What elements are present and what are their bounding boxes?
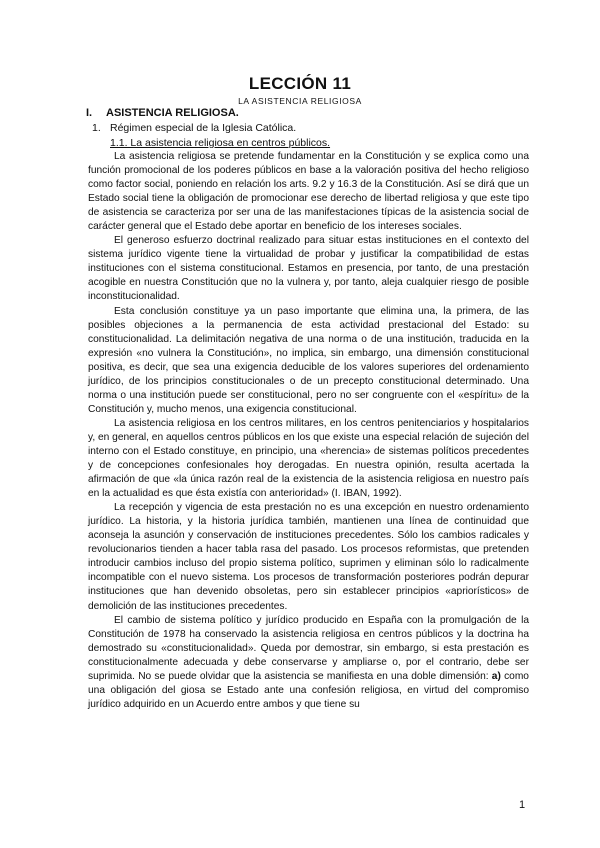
- body-text: [88, 150, 529, 712]
- paragraph: El generoso esfuerzo doctrinal realizado para situar estas instituciones en el contexto del sistema jurídico vigente tiene la virtualidad de probar y justificar la compatibilidad de estas instituciones con el sistema constitucional. Estamos en presencia, por tanto, de una prestación acogible en nuestra Constitución que no la vulnera y, por tanto, aleja cualquier riesgo de posible inconstitucionalidad.: [88, 235, 529, 303]
- paragraph: La asistencia religiosa se pretende fundamentar en la Constitución y se explica como una función promocional de los poderes públicos en base a la valoración positiva del hecho religioso como factor social, poniendo en relación los arts. 9.2 y 16.3 de la Constitución. Así se dirá que un Estado social tiene la obligación de promocionar ese derecho de libertad religiosa y que este tipo de asistencia se caracteriza por ser una de las manifestaciones típicas de la asistencia social de carácter general que el Estado debe aportar en beneficio de los intereses sociales.: [88, 151, 529, 233]
- item-number: 1.: [92, 122, 101, 134]
- section-title: ASISTENCIA RELIGIOSA.: [106, 107, 239, 119]
- paragraph: La asistencia religiosa en los centros militares, en los centros penitenciarios y hospitalarios y, en general, en aquellos centros públicos en los que existe una especial relación de sujeción del interno con el Estado constituye, en principio, una «herencia» de sistemas políticos precedentes y de concepciones confesionales hoy derogadas. En nuestra opinión, resulta acertada la afirmación de que «la única razón real de la existencia de la asistencia religiosa en nuestro país en la actualidad es que ésta existía con anterioridad» (I. IBAN, 1992).: [88, 417, 529, 500]
- item-title: Régimen especial de la Iglesia Católica.: [110, 122, 297, 134]
- list-marker: a): [491, 670, 501, 682]
- subitem-heading: 1.1. La asistencia religiosa en centros públicos.: [110, 137, 331, 149]
- section-heading: [86, 107, 239, 119]
- page-number: 1: [519, 799, 526, 811]
- lesson-title: LECCIÓN 11: [248, 74, 352, 93]
- paragraph-tail: como una obligación del giosa se Estado ante una confesión religiosa, en virtud del compromiso jurídico adquirido en un Acuerdo entre ambos y que tiene su: [88, 670, 529, 710]
- section-number: I.: [86, 107, 93, 119]
- paragraph-lead: El cambio de sistema político y jurídico producido en España con la promulgación de la Constitución de 1978 ha conservado la asistencia religiosa en centros públicos y la doctrina ha demostrado su «constitucionalidad». Queda por demostrar, sin embargo, si esta prestación es constitucionalmente adecuada y debe conservarse y ampliarse o, por el contrario, debe ser suprimida. No se puede olvidar que la asistencia se manifiesta en una doble dimensión:: [88, 614, 529, 682]
- paragraph: La recepción y vigencia de esta prestación no es una excepción en nuestro ordenamiento jurídico. La historia, y la historia jurídica también, mantienen una línea de continuidad que aconseja la asunción y conservación de instituciones precedentes. Sólo los cambios radicales y revolucionarios tienden a hacer tabla rasa del pasado. Los procesos reformistas, que pretenden introducir cambios incluso del propio sistema político, suprimen y eliminan sólo lo radicalmente incompatible con el nuevo sistema. Los procesos de transformación posteriores podrán depurar instituciones que han devenido obsoletas, pero sin establecer principios «apriorísticos» de demolición de las instituciones precedentes.: [88, 502, 529, 612]
- lesson-subtitle: LA ASISTENCIA RELIGIOSA: [238, 96, 362, 106]
- item-heading: [92, 122, 296, 134]
- paragraph-last: [88, 614, 529, 712]
- paragraph: Esta conclusión constituye ya un paso importante que elimina una, la primera, de las posibles objeciones a la permanencia de esta actividad prestacional del Estado: su constitucionalidad. La delimitación negativa de una norma o de una institución, traducida en la expresión «no vulnera la Constitución», no implica, sin embargo, una dimensión constitucional positiva, es decir, que sea una exigencia deducible de los valores superiores del ordenamiento jurídico, de los principios constitucionales o de un precepto constitucional determinado. Una norma o una institución puede ser constitucional, pero no ser congruente con el «espíritu» de la Constitución y, mucho menos, una exigencia constitucional.: [88, 305, 529, 415]
